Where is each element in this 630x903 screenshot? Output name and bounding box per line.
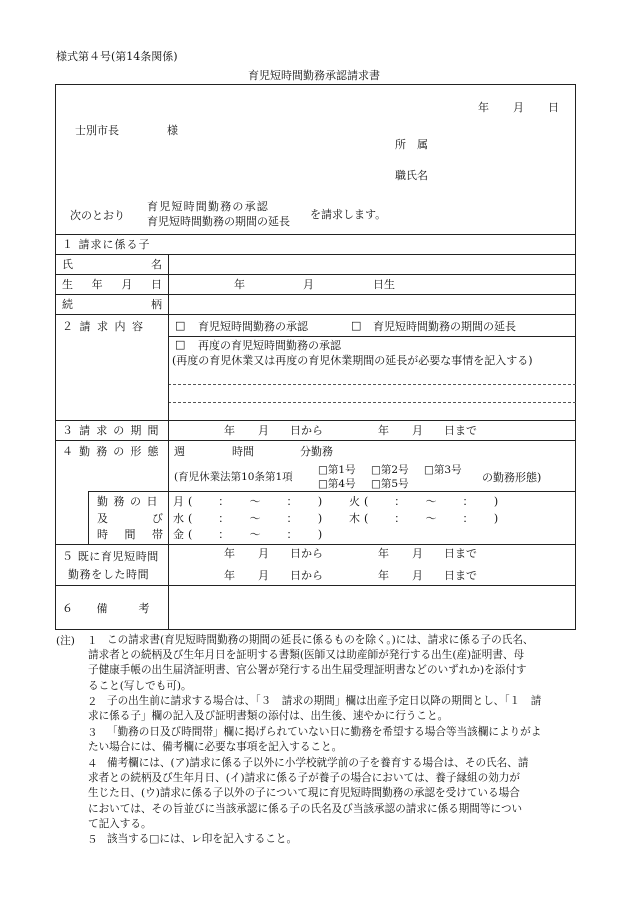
checkbox-approval[interactable]: □ — [175, 319, 186, 332]
schedule-label-1: 勤 務 の 日 — [97, 495, 159, 508]
day-mon-times[interactable]: ( ： 〜 ： ) — [188, 495, 324, 508]
law-reference: (育児休業法第10条第1項 — [174, 471, 293, 483]
birth-month: 月 — [303, 278, 314, 291]
work-form-item-3[interactable]: □第3号 — [424, 464, 462, 476]
prior-2-month: 月 — [258, 569, 269, 582]
notes-label: (注) — [56, 635, 75, 647]
day-fri-times[interactable]: ( ： 〜 ： ) — [188, 528, 324, 541]
child-name-label: 氏 名 — [62, 258, 162, 271]
birth-day: 日生 — [373, 278, 395, 291]
section4-heading: ４ 勤 務 の 形 態 — [62, 445, 160, 458]
reapproval-note: (再度の育児休業又は再度の育児休業期間の延長が必要な事情を記入する) — [172, 354, 533, 367]
addressee: 士別市長 — [75, 124, 119, 137]
work-form-item-2[interactable]: □第2号 — [371, 464, 409, 476]
period-from: 日から — [290, 424, 323, 437]
day-mon: 月 — [173, 495, 184, 508]
work-form-item-1[interactable]: □第1号 — [318, 464, 356, 476]
work-form-item-5[interactable]: □第5号 — [371, 478, 409, 490]
request-suffix: を請求します。 — [310, 208, 387, 221]
child-relation-label: 続 柄 — [62, 298, 162, 311]
child-birthdate-label: 生 年 月 日 — [62, 278, 162, 291]
date-day: 日 — [548, 101, 559, 114]
note-4-number: ４ — [87, 758, 98, 770]
day-wed: 水 — [173, 512, 184, 525]
note-2-number: ２ — [87, 696, 98, 708]
name-label: 職氏名 — [395, 169, 428, 182]
note-4-text: 備考欄には、(ア)請求に係る子以外に小学校就学前の子を養育する場合は、その氏名、請 求者との続柄及び生年月日、(イ)請求に係る子が養子の場合においては、養子縁組の効力が 生じた日、(ウ)請求に係る子以外の子について現に育児短時間勤務の承認を受けている場合 においては、その旨並びに当該承認に係る子の氏名及び当該承認の請求に係る期間等につい て記入する。 — [88, 757, 529, 830]
day-fri: 金 — [173, 528, 184, 541]
child-relation-field[interactable] — [172, 297, 572, 311]
period-from-year: 年 — [224, 424, 235, 437]
prior-2-until: 日まで — [444, 569, 477, 582]
reapproval-reason-field[interactable] — [172, 386, 572, 418]
period-until: 日まで — [444, 424, 477, 437]
checkbox-reapproval[interactable]: □ — [175, 338, 186, 351]
date-month: 月 — [513, 101, 524, 114]
prior-1-year: 年 — [224, 547, 235, 560]
day-tue-times[interactable]: ( ： 〜 ： ) — [364, 495, 500, 508]
birth-year: 年 — [234, 278, 245, 291]
work-form-suffix: の勤務形態) — [482, 471, 542, 484]
day-tue: 火 — [349, 495, 360, 508]
remarks-field[interactable] — [172, 589, 572, 627]
section6-heading: ６ 備 考 — [62, 602, 160, 615]
schedule-label-2: 及 び — [97, 512, 163, 525]
prior-1-month2: 月 — [412, 547, 423, 560]
note-3-number: ３ — [87, 727, 98, 739]
note-5-number: ５ — [87, 834, 98, 846]
section3-heading: ３ 請 求 の 期 間 — [62, 424, 160, 437]
prior-2-year: 年 — [224, 569, 235, 582]
day-wed-times[interactable]: ( ： 〜 ： ) — [188, 512, 324, 525]
prior-1-until: 日まで — [444, 547, 477, 560]
note-2-text: 子の出生前に請求する場合は、「３ 請求の期間」欄は出産予定日以降の期間とし、「１ 請 求に係る子」欄の記入及び証明書類の添付は、出生後、速やかに行うこと。 — [88, 695, 542, 723]
affiliation-label: 所 属 — [395, 138, 428, 151]
option-reapproval-label: 再度の育児短時間勤務の承認 — [198, 339, 341, 352]
day-thu: 木 — [349, 512, 360, 525]
work-week-label: 週 — [174, 445, 185, 458]
child-name-field[interactable] — [172, 257, 572, 271]
section1-heading: １ 請求に係る子 — [62, 238, 151, 251]
form-number: 様式第４号(第14条関係) — [56, 50, 178, 63]
note-3-text: 「勤務の日及び時間帯」欄に掲げられていない日に勤務を希望する場合等当該欄によりがよ たい場合には、備考欄に必要な事項を記入すること。 — [88, 726, 542, 754]
prior-1-year2: 年 — [378, 547, 389, 560]
period-until-year: 年 — [378, 424, 389, 437]
work-hours-label: 時間 — [232, 445, 254, 458]
prior-1-month: 月 — [258, 547, 269, 560]
request-option-extension: 育児短時間勤務の期間の延長 — [147, 215, 290, 228]
section5-heading-2: 勤務をした時間 — [68, 568, 150, 581]
schedule-label-3: 時 間 帯 — [97, 528, 163, 541]
period-from-month: 月 — [258, 424, 269, 437]
section5-heading-1: ５ 既に育児短時間 — [62, 550, 159, 563]
checkbox-extension[interactable]: □ — [351, 319, 362, 332]
work-form-item-4[interactable]: □第4号 — [318, 478, 356, 490]
note-1-text: この請求書(育児短時間勤務の期間の延長に係るものを除く。)には、請求に係る子の氏名、 請求者との続柄及び生年月日を証明する書類(医師又は助産師が発行する出生(産)証明書、母 子健康手帳の出生届済証明書、官公署が発行する出生届受理証明書などのいずれか)を添付す ること(写しでも可)。 — [88, 634, 534, 692]
date-year: 年 — [478, 101, 489, 114]
section2-heading: ２ 請 求 内 容 — [62, 320, 145, 333]
name-field[interactable] — [440, 166, 560, 182]
prior-2-from: 日から — [290, 569, 323, 582]
period-until-month: 月 — [412, 424, 423, 437]
option-approval-label: 育児短時間勤務の承認 — [198, 320, 308, 333]
prior-1-from: 日から — [290, 547, 323, 560]
option-extension-label: 育児短時間勤務の期間の延長 — [373, 320, 516, 333]
day-thu-times[interactable]: ( ： 〜 ： ) — [364, 512, 500, 525]
request-option-approval: 育児短時間勤務の承認 — [147, 200, 269, 213]
affiliation-field[interactable] — [440, 135, 560, 151]
work-minutes-label: 分勤務 — [300, 445, 333, 458]
addressee-honorific: 様 — [167, 124, 178, 137]
prior-2-year2: 年 — [378, 569, 389, 582]
note-5-text: 該当する□には、レ印を記入すること。 — [107, 833, 298, 845]
note-1-number: １ — [87, 635, 98, 647]
request-intro: 次のとおり — [70, 209, 125, 222]
prior-2-month2: 月 — [412, 569, 423, 582]
page-title: 育児短時間勤務承認請求書 — [248, 69, 380, 82]
